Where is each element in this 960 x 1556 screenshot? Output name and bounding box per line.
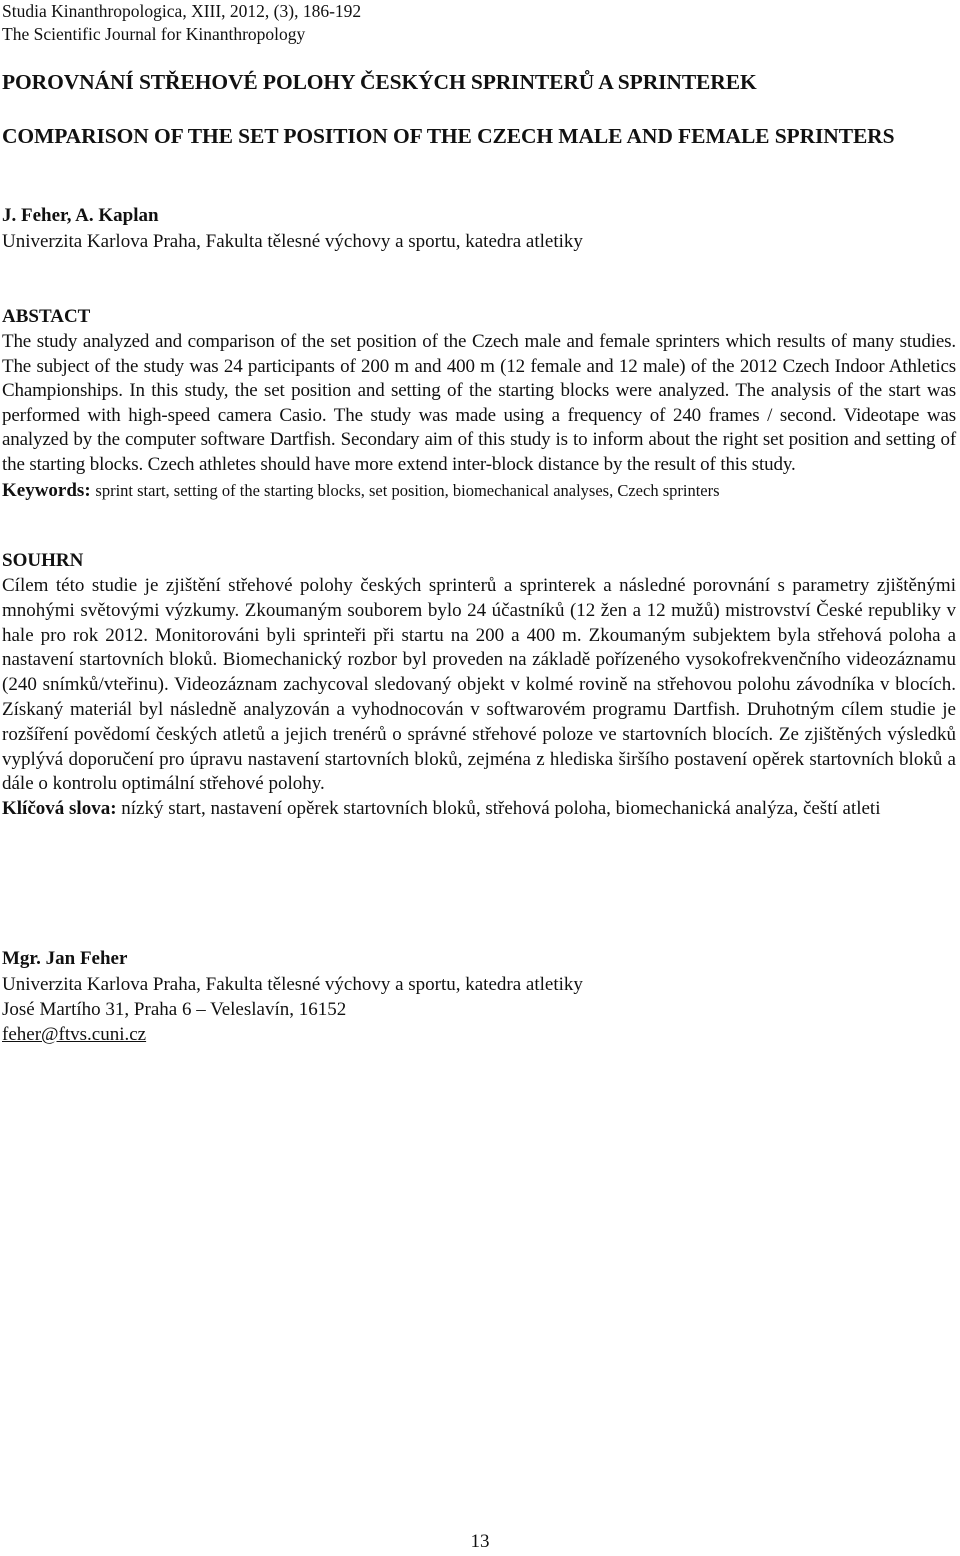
souhrn-keywords [2,797,956,822]
klicova-slova-text: nízký start, nastavení opěrek startovních bloků, střehová poloha, biomechanická analýza, čeští atleti [121,798,881,820]
klicova-slova-label: Klíčová slova: [2,798,117,820]
abstract-section [2,304,956,504]
journal-name: The Scientific Journal for Kinanthropology [2,24,306,44]
english-title: COMPARISON OF THE SET POSITION OF THE CZECH MALE AND FEMALE SPRINTERS [2,124,895,148]
abstract-keywords [2,478,956,504]
souhrn-section [2,548,956,822]
authors-block [2,203,942,255]
souhrn-heading: SOUHRN [2,550,84,571]
abstract-text: The study analyzed and comparison of the set position of the Czech male and female sprinters which results of many studies. The subject of the study was 24 participants of 200 m and 400 m (12 female and 12 male) of the 2012 Czech Indoor Athletics Championships. In this study, the set position and setting of the starting blocks were analyzed. The analysis of the start was performed with high-speed camera Casio. The study was made using a frequency of 240 frames / second. Videotape was analyzed by the computer software Dartfish. Secondary aim of this study is to inform about the right set position and setting of the starting blocks. Czech athletes should have more extend inter-block distance by the result of this study. [2,331,956,475]
keywords-text: sprint start, setting of the starting blocks, set position, biomechanical analyses, Czech sprinters [95,480,720,500]
contact-block [2,946,942,1047]
contact-name: Mgr. Jan Feher [2,948,128,969]
author-affiliation: Univerzita Karlova Praha, Fakulta tělesné výchovy a sportu, katedra atletiky [2,231,583,252]
journal-header [2,0,361,46]
journal-citation: Studia Kinanthropologica, XIII, 2012, (3), 186-192 [2,1,362,21]
contact-email-line [2,1022,942,1047]
contact-address: José Martího 31, Praha 6 – Veleslavín, 16152 [2,999,347,1020]
abstract-heading: ABSTACT [2,306,91,327]
contact-affiliation: Univerzita Karlova Praha, Fakulta tělesné výchovy a sportu, katedra atletiky [2,974,583,995]
czech-title: POROVNÁNÍ STŘEHOVÉ POLOHY ČESKÝCH SPRINTERŮ A SPRINTEREK [2,70,757,94]
page-number: 13 [470,1531,490,1552]
keywords-label: Keywords: [2,479,91,501]
author-names: J. Feher, A. Kaplan [2,205,159,226]
contact-email-link[interactable]: feher@ftvs.cuni.cz [2,1024,147,1045]
souhrn-text: Cílem této studie je zjištění střehové polohy českých sprinterů a sprinterek a následné porovnání s parametry zjištěnými mnohými světovými výzkumy. Zkoumaným souborem bylo 24 účastníků (12 žen a 12 mužů) mistrovství České republiky v hale pro rok 2012. Monitorováni byli sprinteři při startu na 200 a 400 m. Zkoumaným subjektem byla střehová poloha a nastavení startovních bloků. Biomechanický rozbor byl proveden na základě pořízeného vysokofrekvenčního videozáznamu (240 snímků/vteřinu). Videozáznam zachycoval sledovaný objekt v kolmé rovině na střehovou polohu závodníka v blocích. Získaný materiál byl následně analyzován a vyhodnocován v softwarovém programu Dartfish. Druhotným cílem studie je rozšíření povědomí českých atletů a jejich trenérů o správné střehové poloze ve startovních blocích. Ze zjištěných výsledků vyplývá doporučení pro úpravu nastavení startovních bloků, zejména z hlediska širšího postavení opěrek startovních bloků a dále o kontrolu optimální střehové polohy. [2,575,956,795]
